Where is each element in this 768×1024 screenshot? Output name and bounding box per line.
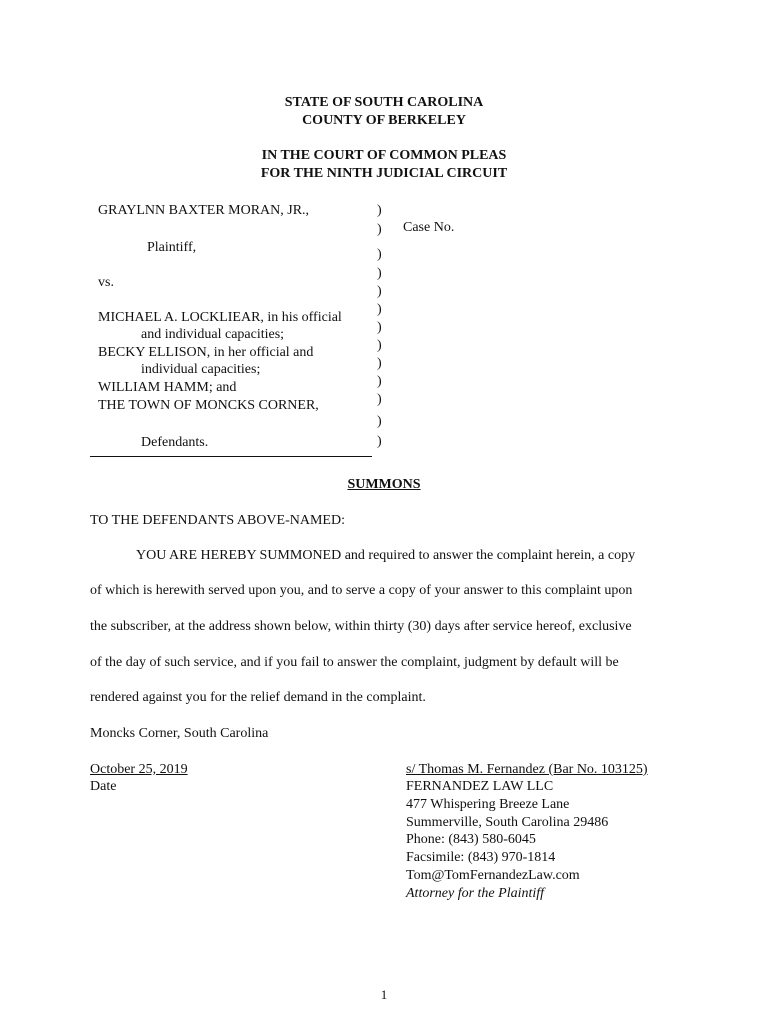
defendant-2-line-2: individual capacities; xyxy=(141,362,261,377)
defendant-2-line-1: BECKY ELLISON, in her official and xyxy=(98,345,314,360)
defendant-4: THE TOWN OF MONCKS CORNER, xyxy=(98,398,319,413)
signing-date: October 25, 2019 xyxy=(90,762,188,777)
firm-street-address: 477 Whispering Breeze Lane xyxy=(406,797,570,812)
caption-paren: ) xyxy=(377,222,382,237)
plaintiff-role: Plaintiff, xyxy=(147,240,197,255)
case-number-label: Case No. xyxy=(403,220,455,235)
page-number: 1 xyxy=(380,987,388,1002)
plaintiff-name: GRAYLNN BAXTER MORAN, JR., xyxy=(98,203,310,218)
body-line-5: rendered against you for the relief demand in the complaint. xyxy=(90,690,426,705)
caption-paren: ) xyxy=(377,392,382,407)
caption-paren: ) xyxy=(377,266,382,281)
caption-paren: ) xyxy=(377,203,382,218)
date-label: Date xyxy=(90,779,117,794)
defendant-1-line-1: MICHAEL A. LOCKLIEAR, in his official xyxy=(98,310,342,325)
caption-paren: ) xyxy=(377,356,382,371)
caption-paren: ) xyxy=(377,320,382,335)
firm-email: Tom@TomFernandezLaw.com xyxy=(406,868,580,883)
firm-phone: Phone: (843) 580-6045 xyxy=(406,832,536,847)
body-line-1: YOU ARE HEREBY SUMMONED and required to answer the complaint herein, a copy xyxy=(136,548,636,563)
header-county: COUNTY OF BERKELEY xyxy=(302,113,466,128)
caption-paren: ) xyxy=(377,374,382,389)
law-firm-name: FERNANDEZ LAW LLC xyxy=(406,779,554,794)
firm-fax: Facsimile: (843) 970-1814 xyxy=(406,850,556,865)
body-line-4: of the day of such service, and if you fail to answer the complaint, judgment by default will be xyxy=(90,655,619,670)
defendant-1-line-2: and individual capacities; xyxy=(141,327,285,342)
header-court: IN THE COURT OF COMMON PLEAS xyxy=(261,148,507,163)
caption-paren: ) xyxy=(377,302,382,317)
caption-paren: ) xyxy=(377,414,382,429)
firm-city-address: Summerville, South Carolina 29486 xyxy=(406,815,609,830)
caption-paren: ) xyxy=(377,434,382,449)
body-line-3: the subscriber, at the address shown below, within thirty (30) days after service hereof, exclusive xyxy=(90,619,632,634)
caption-paren: ) xyxy=(377,284,382,299)
versus-text: vs. xyxy=(98,275,114,290)
defendant-3: WILLIAM HAMM; and xyxy=(98,380,237,395)
signing-location: Moncks Corner, South Carolina xyxy=(90,726,269,741)
defendants-role: Defendants. xyxy=(141,435,209,450)
caption-underline xyxy=(90,456,372,457)
caption-paren: ) xyxy=(377,338,382,353)
document-title: SUMMONS xyxy=(347,477,421,492)
header-state: STATE OF SOUTH CAROLINA xyxy=(284,95,484,110)
body-line-2: of which is herewith served upon you, and to serve a copy of your answer to this complaint upon xyxy=(90,583,633,598)
salutation: TO THE DEFENDANTS ABOVE-NAMED: xyxy=(90,513,345,528)
caption-paren: ) xyxy=(377,247,382,262)
header-circuit: FOR THE NINTH JUDICIAL CIRCUIT xyxy=(260,166,508,181)
attorney-role: Attorney for the Plaintiff xyxy=(406,886,545,901)
attorney-signature: s/ Thomas M. Fernandez (Bar No. 103125) xyxy=(406,762,648,777)
